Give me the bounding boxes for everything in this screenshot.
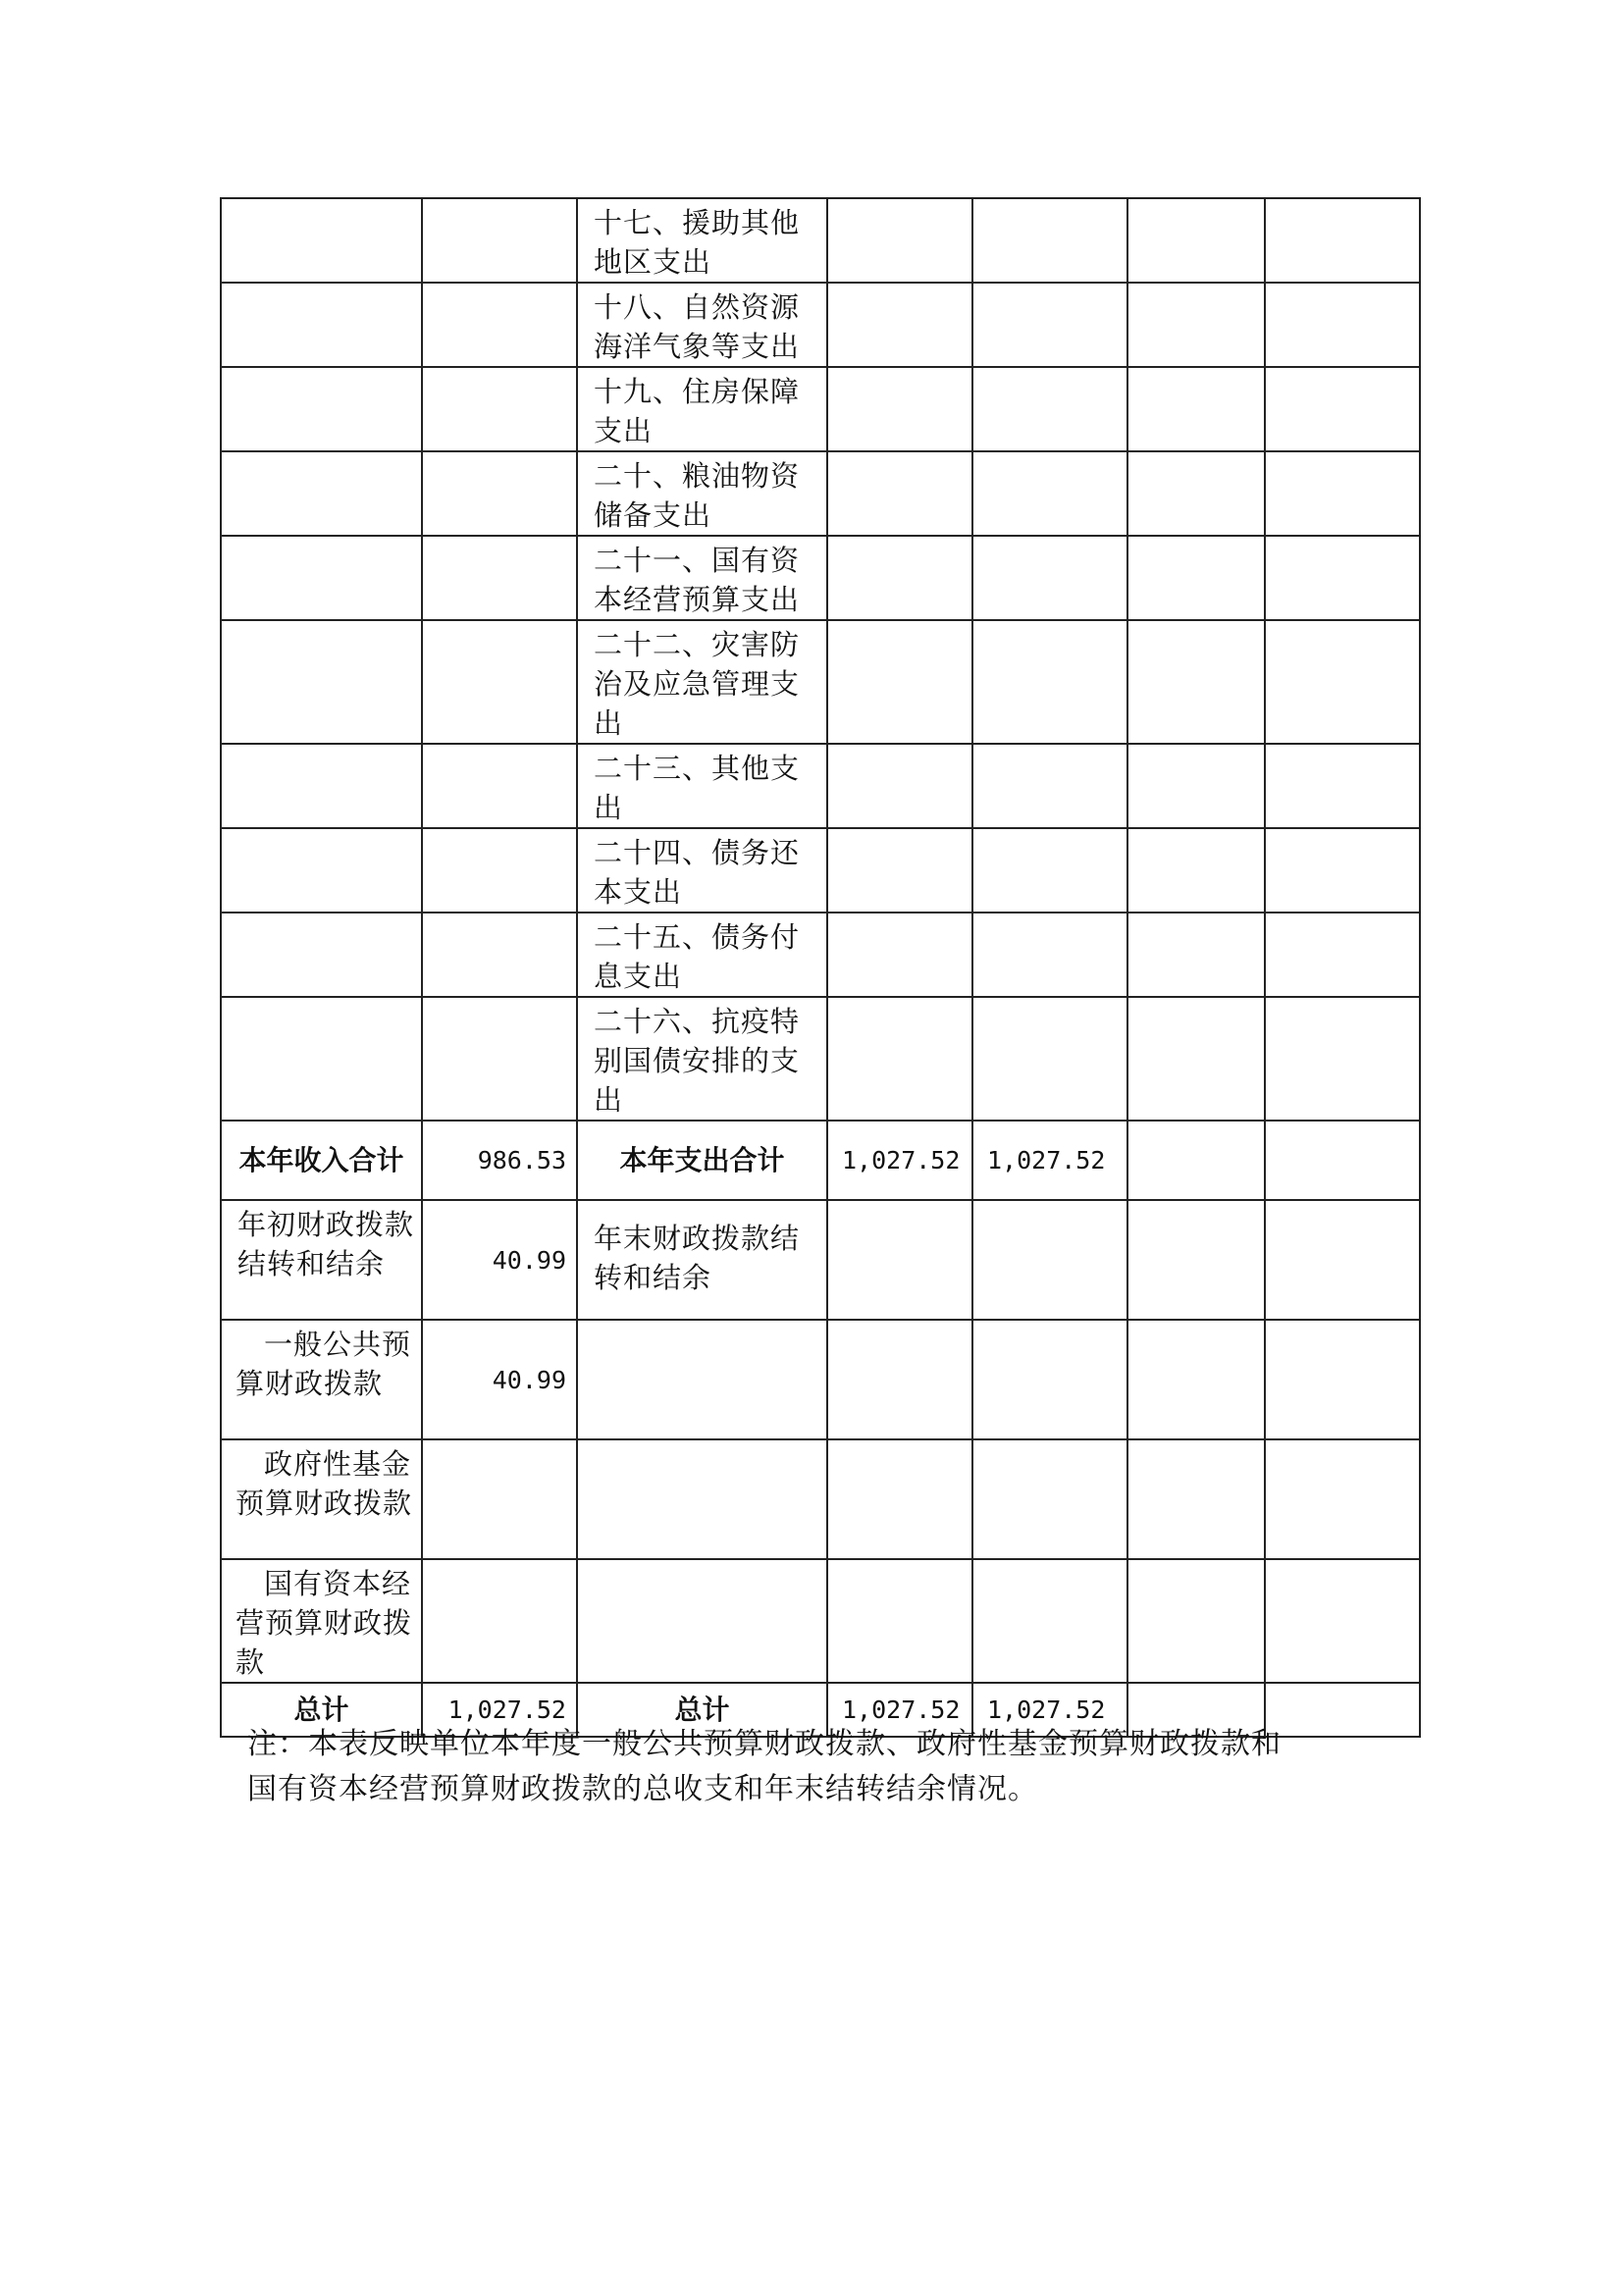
fund-budget-label: 政府性基金预算财政拨款 [221, 1439, 422, 1559]
year-expense-label: 本年支出合计 [577, 1121, 827, 1200]
table-row [221, 451, 1420, 536]
table-row [221, 367, 1420, 451]
general-budget-label: 一般公共预算财政拨款 [221, 1320, 422, 1439]
year-income-label: 本年收入合计 [221, 1121, 422, 1200]
state-capital-budget-label: 国有资本经营预算财政拨款 [221, 1559, 422, 1683]
grand-income-label: 总计 [221, 1683, 422, 1737]
table-row [221, 1559, 1420, 1683]
general-budget-value: 40.99 [422, 1320, 577, 1439]
table-row [221, 620, 1420, 744]
grand-expense-value: 1,027.52 [827, 1683, 972, 1737]
start-carryover-label: 年初财政拨款结转和结余 [221, 1200, 422, 1320]
budget-table [220, 197, 1421, 1738]
expenditure-item-label: 二十、粮油物资储备支出 [577, 451, 827, 536]
year-expense-value-general: 1,027.52 [972, 1121, 1127, 1200]
expenditure-item-label: 二十一、国有资本经营预算支出 [577, 536, 827, 620]
end-carryover-label: 年末财政拨款结转和结余 [577, 1200, 827, 1320]
table-row [221, 828, 1420, 913]
expenditure-item-label: 十七、援助其他地区支出 [577, 198, 827, 283]
table-row [221, 536, 1420, 620]
footnote-line: 国有资本经营预算财政拨款的总收支和年末结转结余情况。 [247, 1772, 1038, 1806]
table-row [221, 283, 1420, 367]
expenditure-item-label: 十八、自然资源海洋气象等支出 [577, 283, 827, 367]
expenditure-item-label: 二十五、债务付息支出 [577, 913, 827, 997]
table-row [221, 198, 1420, 283]
expenditure-item-label: 二十四、债务还本支出 [577, 828, 827, 913]
expenditure-item-label: 十九、住房保障支出 [577, 367, 827, 451]
grand-expense-label: 总计 [577, 1683, 827, 1737]
table-row [221, 1439, 1420, 1559]
table-row [221, 1200, 1420, 1320]
footnote-line: 注：本表反映单位本年度一般公共预算财政拨款、政府性基金预算财政拨款和 [247, 1727, 1282, 1761]
year-expense-value: 1,027.52 [827, 1121, 972, 1200]
expenditure-item-label: 二十二、灾害防治及应急管理支出 [577, 620, 827, 744]
table-row [221, 997, 1420, 1121]
table-row [221, 1320, 1420, 1439]
table-footnote [247, 1722, 1405, 1812]
expenditure-item-label: 二十六、抗疫特别国债安排的支出 [577, 997, 827, 1121]
table-row [221, 744, 1420, 828]
table-row [221, 913, 1420, 997]
grand-expense-value-general: 1,027.52 [972, 1683, 1127, 1737]
grand-income-value: 1,027.52 [422, 1683, 577, 1737]
year-total-row [221, 1121, 1420, 1200]
expenditure-item-label: 二十三、其他支出 [577, 744, 827, 828]
start-carryover-value: 40.99 [422, 1200, 577, 1320]
year-income-value: 986.53 [422, 1121, 577, 1200]
